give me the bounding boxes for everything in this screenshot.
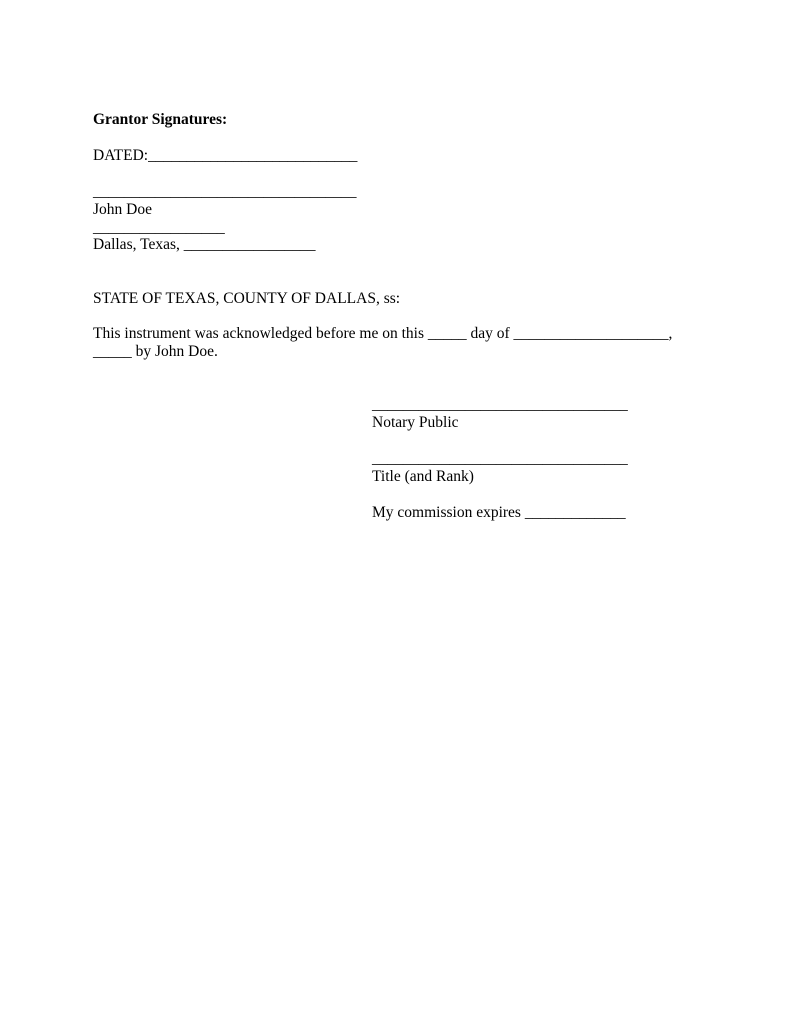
acknowledgment-body-line-1: This instrument was acknowledged before me on this _____ day of ____________________, [93, 325, 673, 342]
notary-public-label: Notary Public [372, 414, 459, 431]
notary-signature-line: _________________________________ [372, 396, 628, 413]
grantor-name: John Doe [93, 201, 152, 218]
grantor-signatures-heading: Grantor Signatures: [93, 111, 228, 128]
grantor-signature-line: __________________________________ [93, 183, 357, 200]
acknowledgment-body-line-2: _____ by John Doe. [93, 343, 218, 360]
commission-expires-line: My commission expires _____________ [372, 504, 626, 521]
grantor-location-line: Dallas, Texas, _________________ [93, 236, 316, 253]
dated-line: DATED:___________________________ [93, 147, 358, 164]
notary-title-label: Title (and Rank) [372, 468, 474, 485]
venue-line: STATE OF TEXAS, COUNTY OF DALLAS, ss: [93, 290, 401, 307]
notary-title-line: _________________________________ [372, 450, 628, 467]
grantor-short-line: _________________ [93, 219, 225, 236]
